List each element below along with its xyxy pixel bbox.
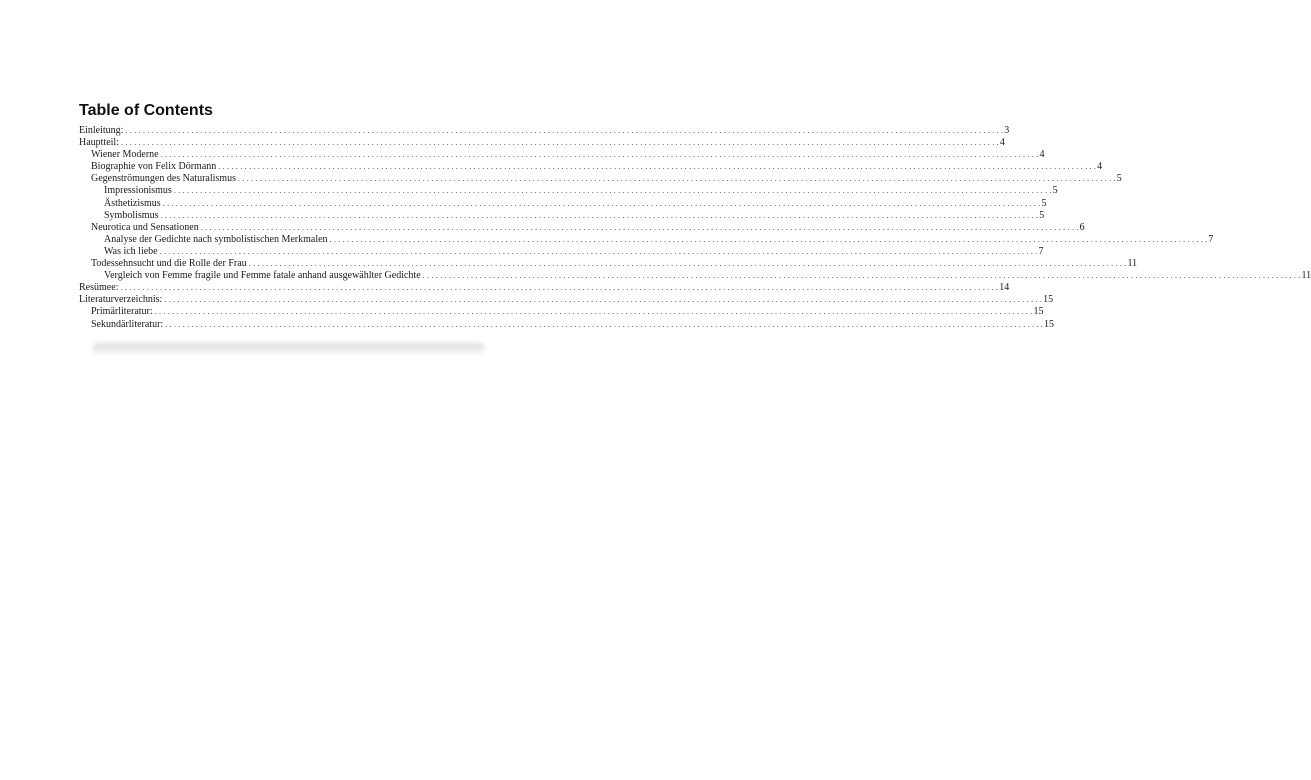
toc-entry[interactable]: [79, 209, 1045, 222]
toc-leader-dots: . . . . . . . . . . . . . . . . . . . . . . . . . . . . . . . . . . . . . . . . . . . . . . . . . . . . . . . . . . . . . . . . . . . . . . . . . . . . . . . . . . . . . . . . . . . . . . . . . . . . . . . . . . . . . . . . . . . . . . . . . . . . . . . . . . . . . . . . . . . . . . . . . . . . . . . . . . . . . . . . . . . . . . . . . . . . . . . . . . . . . . . . . . . . . . . . . . . . . . . .: [237, 174, 1116, 184]
toc-entry-page-number: 5: [1116, 173, 1122, 185]
toc-entry[interactable]: [79, 161, 1103, 173]
toc-leader-dots: . . . . . . . . . . . . . . . . . . . . . . . . . . . . . . . . . . . . . . . . . . . . . . . . . . . . . . . . . . . . . . . . . . . . . . . . . . . . . . . . . . . . . . . . . . . . . . . . . . . . . . . . . . . . . . . . . . . . . . . . . . . . . . . . . . . . . . . . . . . . . . . . . . . . . . . . . . . . . . . . . . . . . . . . . . . . . . . . . . . . . . . . . . . . . . . . . . . . . . . .: [329, 234, 1208, 244]
toc-leader-dots: . . . . . . . . . . . . . . . . . . . . . . . . . . . . . . . . . . . . . . . . . . . . . . . . . . . . . . . . . . . . . . . . . . . . . . . . . . . . . . . . . . . . . . . . . . . . . . . . . . . . . . . . . . . . . . . . . . . . . . . . . . . . . . . . . . . . . . . . . . . . . . . . . . . . . . . . . . . . . . . . . . . . . . . . . . . . . . . . . . . . . . . . . . . . . . . . . . . . . . . .: [159, 246, 1038, 256]
toc-entry-title: Symbolismus: [104, 209, 159, 221]
toc-entry-title: Einleitung:: [79, 125, 124, 136]
toc-entry-title: Literaturverzeichnis:: [79, 294, 163, 306]
toc-entry-title: Neurotica und Sensationen: [91, 221, 199, 233]
toc-entry-title: Biographie von Felix Dörmann: [91, 161, 217, 173]
toc-list: [79, 125, 1311, 331]
toc-entry-title: Wiener Moderne: [91, 149, 159, 161]
toc-leader-dots: . . . . . . . . . . . . . . . . . . . . . . . . . . . . . . . . . . . . . . . . . . . . . . . . . . . . . . . . . . . . . . . . . . . . . . . . . . . . . . . . . . . . . . . . . . . . . . . . . . . . . . . . . . . . . . . . . . . . . . . . . . . . . . . . . . . . . . . . . . . . . . . . . . . . . . . . . . . . . . . . . . . . . . . . . . . . . . . . . . . . . . . . . . . . . . . . . . . . . . . .: [120, 283, 999, 293]
toc-heading: Table of Contents: [79, 102, 213, 119]
toc-entry-title: Ästhetizismus: [104, 197, 161, 209]
shadow-artifact: [92, 343, 485, 355]
toc-entry-page-number: 15: [1033, 306, 1044, 318]
toc-entry-page-number: 5: [1052, 185, 1058, 197]
toc-leader-dots: . . . . . . . . . . . . . . . . . . . . . . . . . . . . . . . . . . . . . . . . . . . . . . . . . . . . . . . . . . . . . . . . . . . . . . . . . . . . . . . . . . . . . . . . . . . . . . . . . . . . . . . . . . . . . . . . . . . . . . . . . . . . . . . . . . . . . . . . . . . . . . . . . . . . . . . . . . . . . . . . . . . . . . . . . . . . . . . . . . . . . . . . . . . . . . . . . . . . . . . .: [162, 198, 1041, 208]
toc-entry-page-number: 7: [1208, 233, 1214, 245]
toc-entry-page-number: 6: [1079, 221, 1085, 233]
toc-entry-page-number: 14: [999, 282, 1010, 294]
toc-entry[interactable]: [79, 185, 1058, 197]
toc-entry-page-number: 4: [1039, 149, 1045, 161]
toc-entry[interactable]: [79, 233, 1214, 246]
toc-entry-title: Primärliteratur:: [91, 306, 153, 318]
toc-leader-dots: . . . . . . . . . . . . . . . . . . . . . . . . . . . . . . . . . . . . . . . . . . . . . . . . . . . . . . . . . . . . . . . . . . . . . . . . . . . . . . . . . . . . . . . . . . . . . . . . . . . . . . . . . . . . . . . . . . . . . . . . . . . . . . . . . . . . . . . . . . . . . . . . . . . . . . . . . . . . . . . . . . . . . . . . . . . . . . . . . . . . . . . . . . . . . . . . . . . . . . . .: [218, 162, 1097, 172]
toc-entry-page-number: 5: [1041, 197, 1047, 209]
toc-leader-dots: . . . . . . . . . . . . . . . . . . . . . . . . . . . . . . . . . . . . . . . . . . . . . . . . . . . . . . . . . . . . . . . . . . . . . . . . . . . . . . . . . . . . . . . . . . . . . . . . . . . . . . . . . . . . . . . . . . . . . . . . . . . . . . . . . . . . . . . . . . . . . . . . . . . . . . . . . . . . . . . . . . . . . . . . . . . . . . . . . . . . . . . . . . . . . . . . . . . . . . . .: [248, 259, 1127, 269]
toc-entry-title: Analyse der Gedichte nach symbolistischen Merkmalen: [104, 233, 328, 245]
toc-entry[interactable]: [79, 258, 1138, 270]
toc-entry[interactable]: [79, 125, 1010, 137]
toc-entry-title: Todessehnsucht und die Rolle der Frau: [91, 258, 247, 270]
toc-leader-dots: . . . . . . . . . . . . . . . . . . . . . . . . . . . . . . . . . . . . . . . . . . . . . . . . . . . . . . . . . . . . . . . . . . . . . . . . . . . . . . . . . . . . . . . . . . . . . . . . . . . . . . . . . . . . . . . . . . . . . . . . . . . . . . . . . . . . . . . . . . . . . . . . . . . . . . . . . . . . . . . . . . . . . . . . . . . . . . . . . . . . . . . . . . . . . . . . . . . . . . . .: [422, 271, 1301, 281]
toc-entry[interactable]: [79, 197, 1047, 210]
toc-entry-page-number: 4: [999, 137, 1005, 149]
toc-leader-dots: . . . . . . . . . . . . . . . . . . . . . . . . . . . . . . . . . . . . . . . . . . . . . . . . . . . . . . . . . . . . . . . . . . . . . . . . . . . . . . . . . . . . . . . . . . . . . . . . . . . . . . . . . . . . . . . . . . . . . . . . . . . . . . . . . . . . . . . . . . . . . . . . . . . . . . . . . . . . . . . . . . . . . . . . . . . . . . . . . . . . . . . . . . . . . . . . . . . . . . . .: [154, 307, 1033, 317]
toc-leader-dots: . . . . . . . . . . . . . . . . . . . . . . . . . . . . . . . . . . . . . . . . . . . . . . . . . . . . . . . . . . . . . . . . . . . . . . . . . . . . . . . . . . . . . . . . . . . . . . . . . . . . . . . . . . . . . . . . . . . . . . . . . . . . . . . . . . . . . . . . . . . . . . . . . . . . . . . . . . . . . . . . . . . . . . . . . . . . . . . . . . . . . . . . . . . . . . . . . . . . . . . .: [160, 210, 1039, 220]
toc-entry[interactable]: [79, 318, 1055, 331]
toc-leader-dots: . . . . . . . . . . . . . . . . . . . . . . . . . . . . . . . . . . . . . . . . . . . . . . . . . . . . . . . . . . . . . . . . . . . . . . . . . . . . . . . . . . . . . . . . . . . . . . . . . . . . . . . . . . . . . . . . . . . . . . . . . . . . . . . . . . . . . . . . . . . . . . . . . . . . . . . . . . . . . . . . . . . . . . . . . . . . . . . . . . . . . . . . . . . . . . . . . . . . . . . .: [164, 295, 1043, 305]
toc-entry-title: Hauptteil:: [79, 137, 119, 149]
toc-leader-dots: . . . . . . . . . . . . . . . . . . . . . . . . . . . . . . . . . . . . . . . . . . . . . . . . . . . . . . . . . . . . . . . . . . . . . . . . . . . . . . . . . . . . . . . . . . . . . . . . . . . . . . . . . . . . . . . . . . . . . . . . . . . . . . . . . . . . . . . . . . . . . . . . . . . . . . . . . . . . . . . . . . . . . . . . . . . . . . . . . . . . . . . . . . . . . . . . . . . . . . . .: [173, 186, 1052, 196]
toc-entry-page-number: 5: [1039, 209, 1045, 221]
toc-leader-dots: . . . . . . . . . . . . . . . . . . . . . . . . . . . . . . . . . . . . . . . . . . . . . . . . . . . . . . . . . . . . . . . . . . . . . . . . . . . . . . . . . . . . . . . . . . . . . . . . . . . . . . . . . . . . . . . . . . . . . . . . . . . . . . . . . . . . . . . . . . . . . . . . . . . . . . . . . . . . . . . . . . . . . . . . . . . . . . . . . . . . . . . . . . . . . . . . . . . . . . . .: [125, 126, 1004, 135]
toc-entry[interactable]: [79, 270, 1311, 282]
toc-entry-page-number: 15: [1044, 318, 1055, 330]
toc-leader-dots: . . . . . . . . . . . . . . . . . . . . . . . . . . . . . . . . . . . . . . . . . . . . . . . . . . . . . . . . . . . . . . . . . . . . . . . . . . . . . . . . . . . . . . . . . . . . . . . . . . . . . . . . . . . . . . . . . . . . . . . . . . . . . . . . . . . . . . . . . . . . . . . . . . . . . . . . . . . . . . . . . . . . . . . . . . . . . . . . . . . . . . . . . . . . . . . . . . . . . . . .: [165, 319, 1044, 329]
toc-entry[interactable]: [79, 245, 1044, 258]
toc-entry-title: Gegenströmungen des Naturalismus: [91, 173, 236, 185]
toc-entry-page-number: 4: [1097, 161, 1103, 173]
toc-entry-page-number: 7: [1038, 245, 1044, 257]
toc-entry[interactable]: [79, 221, 1085, 234]
toc-leader-dots: . . . . . . . . . . . . . . . . . . . . . . . . . . . . . . . . . . . . . . . . . . . . . . . . . . . . . . . . . . . . . . . . . . . . . . . . . . . . . . . . . . . . . . . . . . . . . . . . . . . . . . . . . . . . . . . . . . . . . . . . . . . . . . . . . . . . . . . . . . . . . . . . . . . . . . . . . . . . . . . . . . . . . . . . . . . . . . . . . . . . . . . . . . . . . . . . . . . . . . . .: [200, 222, 1079, 232]
toc-entry-title: Was ich liebe: [104, 245, 158, 257]
toc-entry-page-number: 11: [1301, 270, 1311, 282]
toc-entry-title: Impressionismus: [104, 185, 172, 197]
toc-entry[interactable]: [79, 294, 1054, 306]
toc-entry-title: Resümee:: [79, 282, 119, 294]
toc-entry-page-number: 15: [1043, 294, 1054, 306]
toc-entry[interactable]: [79, 282, 1010, 294]
toc-leader-dots: . . . . . . . . . . . . . . . . . . . . . . . . . . . . . . . . . . . . . . . . . . . . . . . . . . . . . . . . . . . . . . . . . . . . . . . . . . . . . . . . . . . . . . . . . . . . . . . . . . . . . . . . . . . . . . . . . . . . . . . . . . . . . . . . . . . . . . . . . . . . . . . . . . . . . . . . . . . . . . . . . . . . . . . . . . . . . . . . . . . . . . . . . . . . . . . . . . . . . . . .: [121, 138, 999, 148]
toc-entry[interactable]: [79, 137, 1005, 149]
toc-entry-page-number: 11: [1127, 258, 1138, 270]
toc-entry-title: Vergleich von Femme fragile und Femme fatale anhand ausgewählter Gedichte: [104, 270, 421, 282]
toc-entry-title: Sekundärliteratur:: [91, 318, 164, 330]
toc-entry[interactable]: [79, 306, 1044, 318]
toc-leader-dots: . . . . . . . . . . . . . . . . . . . . . . . . . . . . . . . . . . . . . . . . . . . . . . . . . . . . . . . . . . . . . . . . . . . . . . . . . . . . . . . . . . . . . . . . . . . . . . . . . . . . . . . . . . . . . . . . . . . . . . . . . . . . . . . . . . . . . . . . . . . . . . . . . . . . . . . . . . . . . . . . . . . . . . . . . . . . . . . . . . . . . . . . . . . . . . . . . . . . . . . .: [160, 150, 1039, 160]
toc-entry-page-number: 3: [1004, 125, 1010, 136]
toc-entry[interactable]: [79, 173, 1122, 185]
toc-entry[interactable]: [79, 149, 1045, 161]
